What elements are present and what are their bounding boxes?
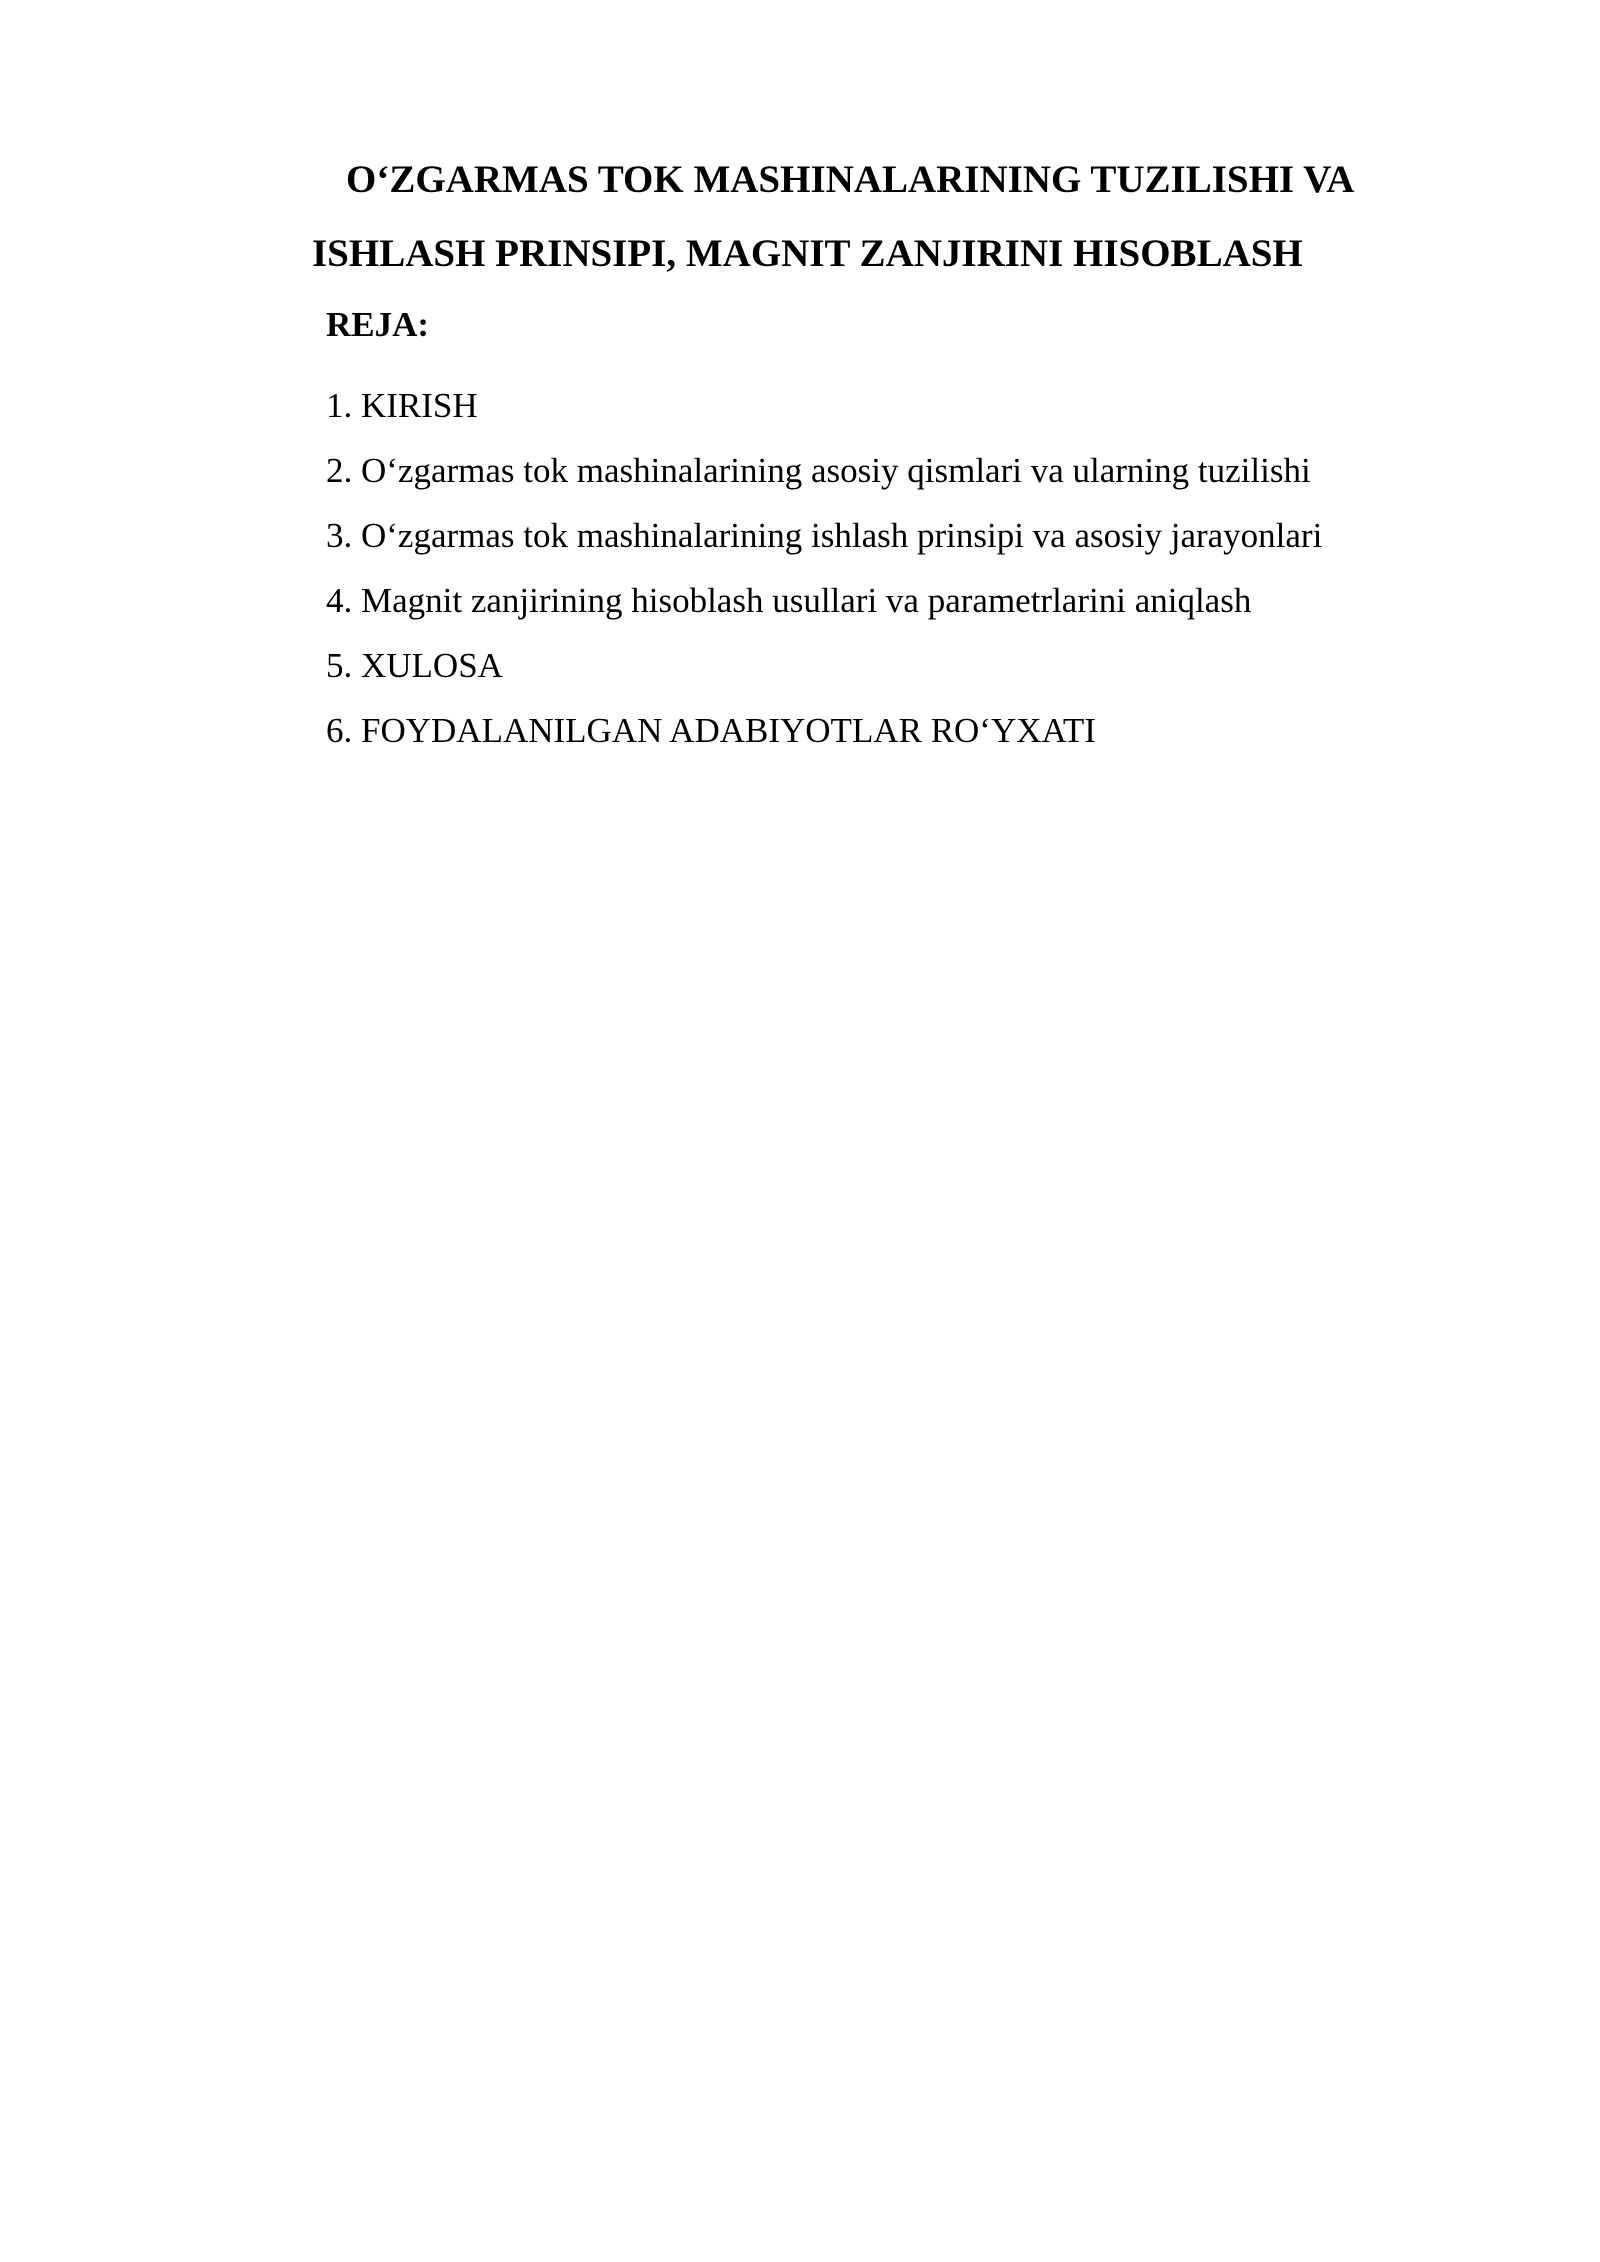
plan-item-magnetic-circuit: 4. Magnit zanjirining hisoblash usullari va parametrlarini aniqlash: [326, 581, 1252, 620]
plan-item-references: 6. FOYDALANILGAN ADABIYOTLAR RO‘YXATI: [326, 711, 1096, 750]
plan-item-main-parts: 2. O‘zgarmas tok mashinalarining asosiy qismlari va ularning tuzilishi: [326, 451, 1311, 490]
plan-heading: REJA:: [326, 305, 430, 344]
document-title-line-1: O‘ZGARMAS TOK MASHINALARINING TUZILISHI VA: [346, 158, 1355, 201]
document-title-line-2: ISHLASH PRINSIPI, MAGNIT ZANJIRINI HISOBLASH: [312, 232, 1303, 275]
plan-item-introduction: 1. KIRISH: [326, 386, 478, 425]
plan-list: [326, 373, 1322, 763]
plan-item-conclusion: 5. XULOSA: [326, 646, 503, 685]
plan-item-working-principle: 3. O‘zgarmas tok mashinalarining ishlash prinsipi va asosiy jarayonlari: [326, 516, 1323, 555]
